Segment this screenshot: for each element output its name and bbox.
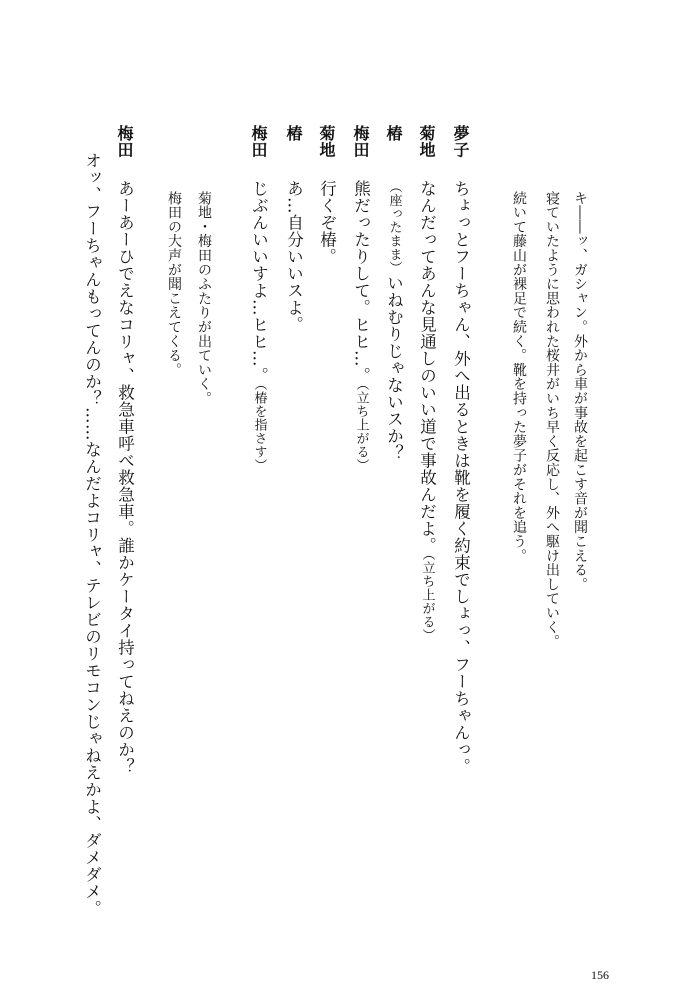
inline-stage-direction: （立ち上がる）	[419, 554, 435, 642]
speaker-name: 梅田	[351, 125, 370, 158]
dialogue-line: 行くぞ椿。	[317, 180, 337, 265]
speaker-name: 椿	[384, 125, 403, 142]
dialogue-line	[250, 180, 267, 472]
speaker-name: 菊地	[417, 125, 436, 158]
dialogue-text: なんだってあんな見通しのいい道で事故んだよ。	[417, 180, 437, 554]
dialogue-line: あ…自分いいスよ。	[284, 180, 304, 333]
dialogue-text: いねむりじゃないスか？	[384, 274, 404, 462]
dialogue-text: じぶんいいすよ…ヒヒ…。	[249, 180, 269, 384]
page-number: 156	[591, 968, 609, 982]
dialogue-line-continued: オッ、フーちゃんもってんのか？……なんだよコリャ、テレビのリモコンじゃねえかよ、ダメダメ。	[82, 152, 102, 917]
speaker-name: 夢子	[451, 125, 470, 158]
dialogue-line: あーあーひでえなコリャ、救急車呼べ救急車。誰かケータイ持ってねえのか？	[115, 180, 135, 775]
speaker-name: 菊地	[317, 125, 336, 158]
stage-direction: 続いて藤山が裸足で続く。靴を持った夢子がそれを追う。	[511, 191, 527, 563]
stage-direction: 梅田の大声が聞こえてくる。	[166, 191, 182, 377]
inline-stage-direction: （立ち上がる）	[353, 384, 369, 472]
dialogue-line	[418, 180, 435, 642]
inline-stage-direction: （椿を指さす）	[251, 384, 267, 472]
dialogue-line	[352, 180, 369, 472]
speaker-name: 梅田	[115, 125, 134, 158]
speaker-name: 梅田	[249, 125, 268, 158]
stage-direction: 菊地・梅田のふたりが出ていく。	[196, 191, 212, 406]
dialogue-line	[385, 180, 402, 462]
stage-direction: キ――ッ、ガシャン。外から車が事故を起こす音が聞こえる。	[572, 191, 588, 592]
dialogue-line: ちょっとフーちゃん、外へ出るときは靴を履く約束でしょっ、フーちゃんっ。	[451, 180, 471, 775]
inline-stage-direction: （座ったまま）	[386, 180, 402, 275]
stage-direction: 寝ていたように思われた桜井がいち早く反応し、外へ駆け出していく。	[544, 191, 560, 649]
dialogue-text: 熊だったりして。ヒヒ…。	[351, 180, 371, 384]
speaker-name: 椿	[284, 125, 303, 142]
